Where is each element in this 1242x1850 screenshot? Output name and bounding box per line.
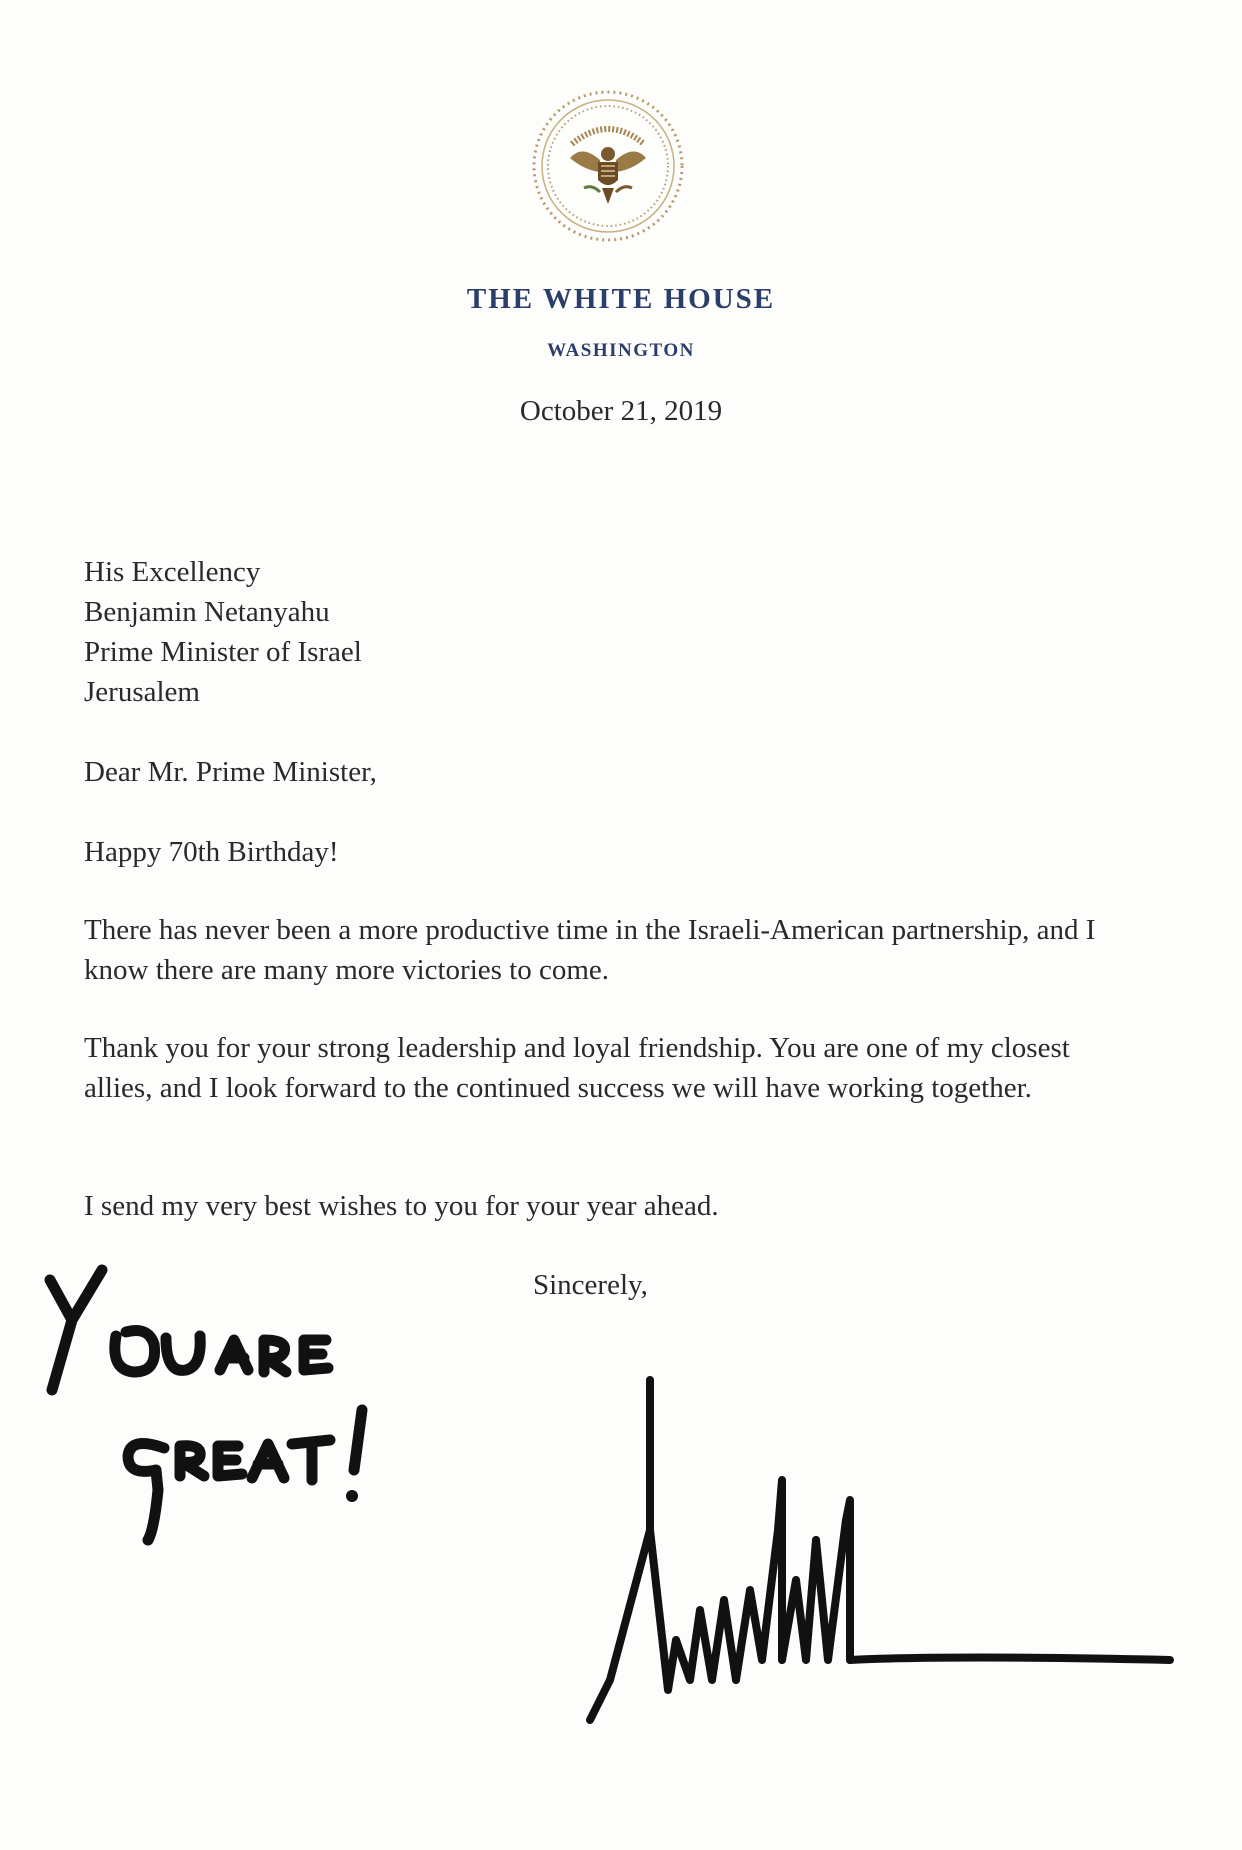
letterhead-city: WASHINGTON <box>547 340 695 361</box>
closing-wish: I send my very best wishes to you for your year ahead. <box>84 1190 719 1222</box>
letterhead-title: THE WHITE HOUSE <box>466 283 776 315</box>
letter-date: October 21, 2019 <box>519 395 723 427</box>
presidential-seal-icon <box>530 88 686 244</box>
body-paragraph: There has never been a more productive time in the Israeli-American partnership, and I know there are many more victories to come. <box>84 914 1096 986</box>
birthday-greeting: Happy 70th Birthday! <box>84 836 339 868</box>
closing: Sincerely, <box>533 1269 648 1301</box>
body-paragraph: Thank you for your strong leadership and loyal friendship. You are one of my closest allies, and I look forward to the continued success we will have working together. <box>84 1032 1070 1104</box>
salutation: Dear Mr. Prime Minister, <box>84 756 377 788</box>
recipient-line: Benjamin Netanyahu <box>84 596 330 628</box>
recipient-line: Jerusalem <box>84 676 200 708</box>
signature-icon <box>550 1360 1210 1760</box>
recipient-address <box>84 552 1144 712</box>
recipient-line: Prime Minister of Israel <box>84 636 362 668</box>
handwritten-note <box>30 1240 470 1560</box>
recipient-line: His Excellency <box>84 556 261 588</box>
